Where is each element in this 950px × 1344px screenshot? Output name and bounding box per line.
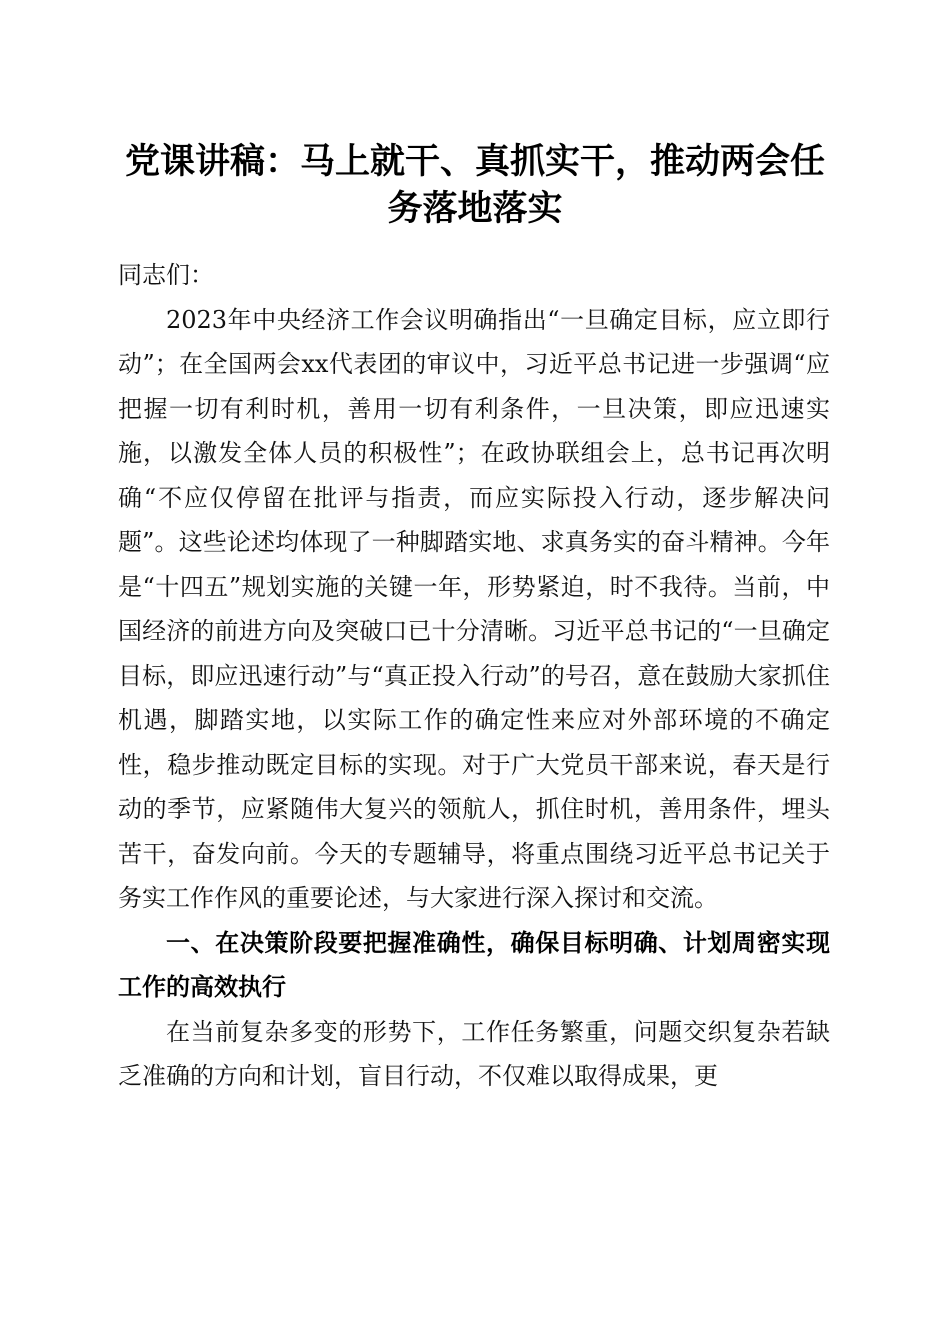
paragraph-2: 在当前复杂多变的形势下，工作任务繁重，问题交织复杂若缺乏准确的方向和计划，盲目行动，不仅难以取得成果，更 (118, 1017, 830, 1090)
title-line-1: 党课讲稿：马上就干、真抓实干，推动两会任 (124, 141, 825, 182)
salutation: 同志们： (118, 261, 214, 289)
document-title (110, 138, 840, 232)
section-heading-1: 一、在决策阶段要把握准确性，确保目标明确、计划周密实现工作的高效执行 (118, 928, 830, 1001)
title-line-2: 务落地落实 (387, 188, 563, 229)
paragraph-1: 2023年中央经济工作会议明确指出“一旦确定目标，应立即行动”；在全国两会xx代表团的审议中，习近平总书记进一步强调“应把握一切有利时机，善用一切有利条件，一旦决策，即应迅速实施，以激发全体人员的积极性”；在政协联组会上，总书记再次明确“不应仅停留在批评与指责，而应实际投入行动，逐步解决问题”。这些论述均体现了一种脚踏实地、求真务实的奋斗精神。今年是“十四五”规划实施的关键一年，形势紧迫，时不我待。当前，中国经济的前进方向及突破口已十分清晰。习近平总书记的“一旦确定目标，即应迅速行动”与“真正投入行动”的号召，意在鼓励大家抓住机遇，脚踏实地，以实际工作的确定性来应对外部环境的不确定性，稳步推动既定目标的实现。对于广大党员干部来说，春天是行动的季节，应紧随伟大复兴的领航人，抓住时机，善用条件，埋头苦干，奋发向前。今天的专题辅导，将重点围绕习近平总书记关于务实工作作风的重要论述，与大家进行深入探讨和交流。 (118, 305, 830, 912)
document-body (118, 253, 830, 1099)
